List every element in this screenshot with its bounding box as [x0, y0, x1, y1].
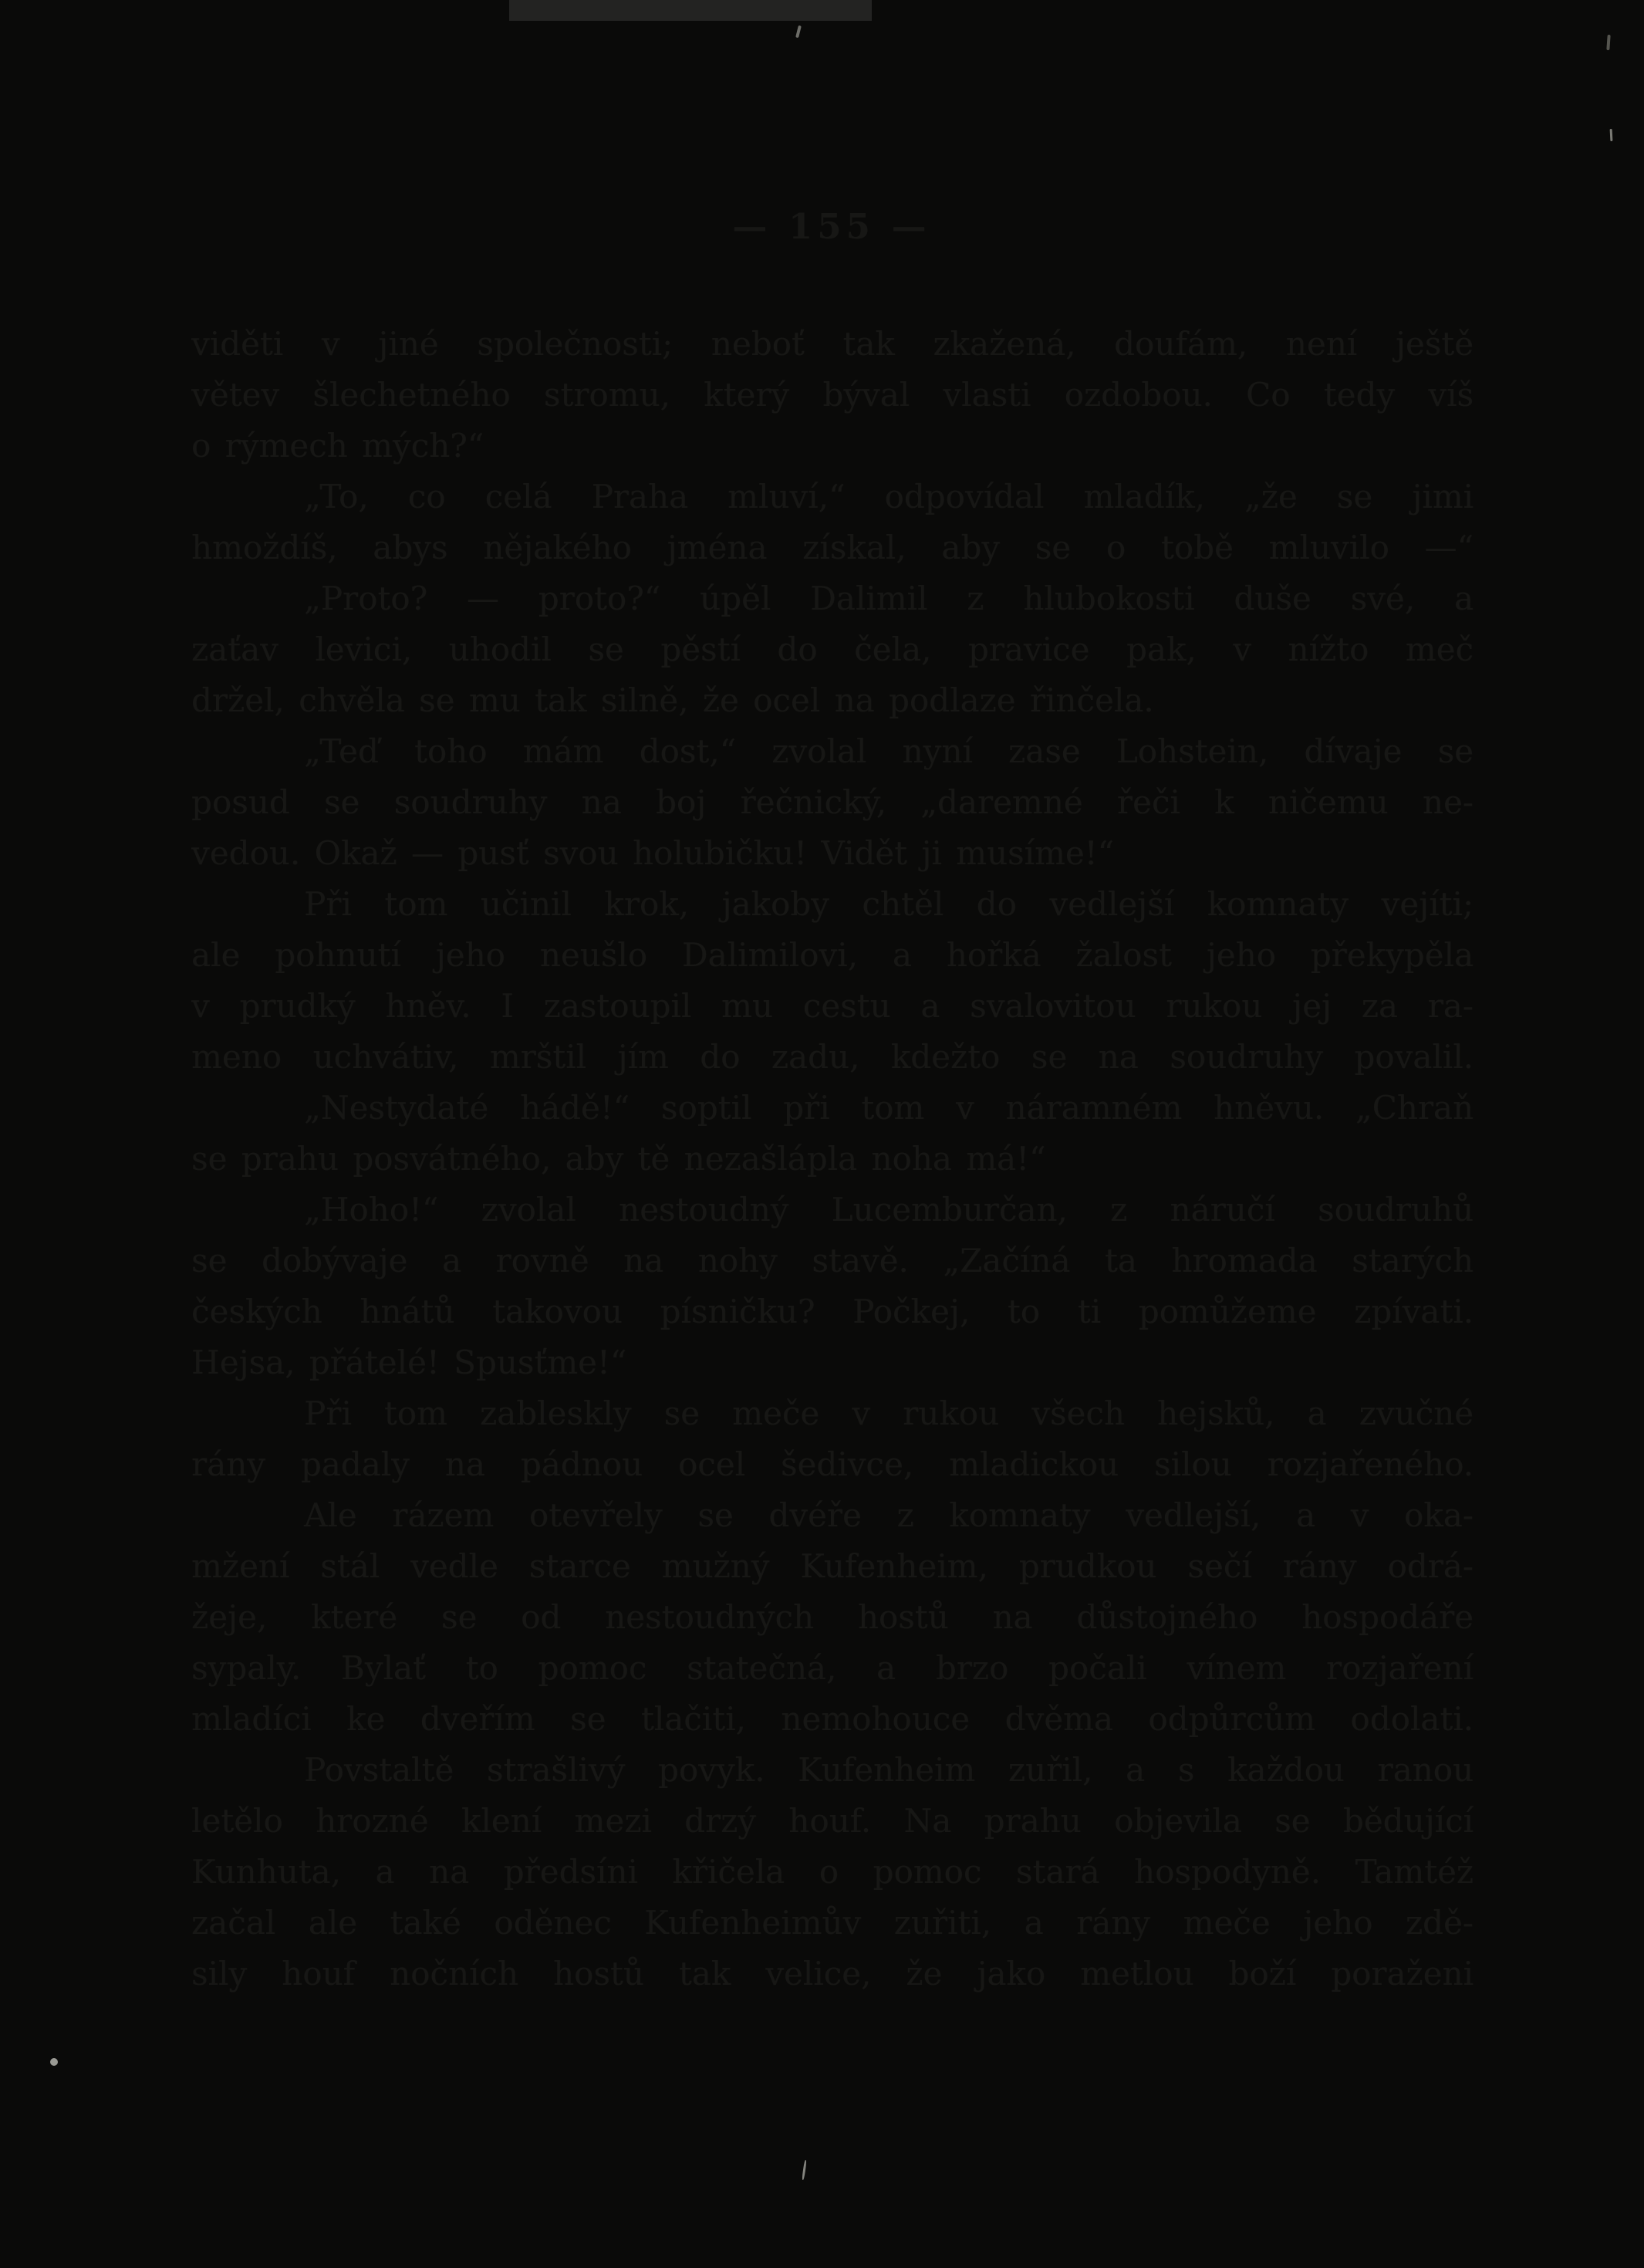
text-block [191, 319, 1474, 1999]
text-line: Povstaltě strašlivý povyk. Kufenheim zuřil, a s každou ranou [304, 1751, 1474, 1789]
page-number: — 155 — [732, 206, 931, 247]
text-line: Při tom zableskly se meče v rukou všech hejsků, a zvučné [304, 1394, 1474, 1432]
text-line: se prahu posvátného, aby tě nezašlápla noha má!“ [191, 1140, 1046, 1178]
scan-artifact [795, 25, 802, 38]
paragraph [191, 1185, 1474, 1388]
text-line: sily houf nočních hostů tak velice, že jako metlou boží poraženi [191, 1955, 1474, 1993]
text-line: „Hoho!“ zvolal nestoudný Lucemburčan, z náručí soudruhů [304, 1191, 1474, 1229]
paragraph [191, 472, 1474, 573]
paragraph [191, 1745, 1474, 1999]
paragraph [191, 1490, 1474, 1745]
text-line: v prudký hněv. I zastoupil mu cestu a svalovitou rukou jej za ra- [191, 987, 1474, 1025]
scan-top-band-highlight [509, 0, 872, 21]
paragraph [191, 1083, 1474, 1185]
text-line: posud se soudruhy na boj řečnický, „daremné řeči k ničemu ne- [191, 783, 1474, 821]
scan-artifact [1606, 35, 1610, 50]
paragraph [191, 1388, 1474, 1490]
page-paper [27, 21, 1625, 2250]
text-line: českých hnátů takovou písničku? Počkej, to ti pomůžeme zpívati. [191, 1293, 1474, 1330]
text-line: Ale rázem otevřely se dvéře z komnaty vedlejší, a v oka- [304, 1496, 1474, 1534]
text-line: mžení stál vedle starce mužný Kufenheim, prudkou sečí rány odrá- [191, 1547, 1474, 1585]
text-line: držel, chvěla se mu tak silně, že ocel na podlaze řinčela. [191, 681, 1154, 719]
text-line: se dobývaje a rovně na nohy stavě. „Začíná ta hromada starých [191, 1242, 1474, 1279]
paragraph [191, 573, 1474, 726]
text-line: „To, co celá Praha mluví,“ odpovídal mladík, „že se jimi [304, 478, 1474, 515]
text-line: meno uchvátiv, mrštil jím do zadu, kdežto se na soudruhy povalil. [191, 1038, 1474, 1076]
text-line: letělo hrozné klení mezi drzý houf. Na prahu objevila se bědující [191, 1802, 1474, 1840]
paragraph [191, 726, 1474, 879]
text-line: „Proto? — proto?“ úpěl Dalimil z hlubokosti duše své, a [304, 580, 1474, 617]
text-line: viděti v jiné společnosti; neboť tak zkažená, doufám, není ještě [191, 325, 1474, 363]
text-line: hmoždíš, abys nějakého jména získal, aby se o tobě mluvilo —“ [191, 529, 1474, 566]
text-line: sypaly. Bylať to pomoc statečná, a brzo počali vínem rozjaření [191, 1649, 1474, 1687]
text-line: vedou. Okaž — pusť svou holubičku! Vidět ji musíme!“ [191, 834, 1115, 872]
text-line: začal ale také oděnec Kufenheimův zuřiti, a rány meče jeho zdě- [191, 1904, 1474, 1942]
text-line: Hejsa, přátelé! Spusťme!“ [191, 1344, 627, 1381]
text-line: žeje, které se od nestoudných hostů na důstojného hospodáře [191, 1598, 1474, 1636]
text-line: zaťav levici, uhodil se pěstí do čela, pravice pak, v nížto meč [191, 630, 1474, 668]
scan-artifact [1610, 129, 1613, 141]
scan-artifact [802, 2160, 807, 2180]
text-line: Při tom učinil krok, jakoby chtěl do vedlejší komnaty vejíti; [304, 885, 1474, 923]
paragraph [191, 879, 1474, 1083]
text-line: rány padaly na pádnou ocel šedivce, mladickou silou rozjařeného. [191, 1445, 1474, 1483]
text-line: „Teď toho mám dost,“ zvolal nyní zase Lohstein, dívaje se [304, 732, 1474, 770]
paragraph [191, 319, 1474, 472]
text-line: mladíci ke dveřím se tlačiti, nemohouce dvěma odpůrcům odolati. [191, 1700, 1474, 1738]
text-line: o rýmech mých?“ [191, 427, 484, 465]
text-line: ale pohnutí jeho neušlo Dalimilovi, a hořká žalost jeho překypěla [191, 936, 1474, 974]
text-line: větev šlechetného stromu, který býval vlasti ozdobou. Co tedy víš [191, 376, 1474, 414]
text-line: Kunhuta, a na předsíni křičela o pomoc stará hospodyně. Tamtéž [191, 1853, 1474, 1891]
scan-artifact [50, 2058, 58, 2066]
text-line: „Nestydaté hádě!“ soptil při tom v náramném hněvu. „Chraň [304, 1089, 1474, 1127]
